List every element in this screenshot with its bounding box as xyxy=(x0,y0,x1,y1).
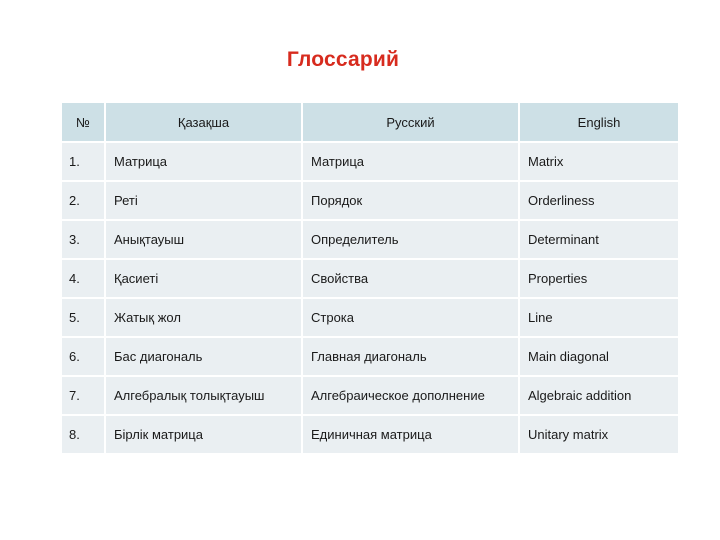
page-title: Глоссарий xyxy=(286,48,400,71)
table-row xyxy=(61,376,679,415)
header-kazakh: Қазақша xyxy=(105,102,302,142)
header-number: № xyxy=(61,102,105,142)
kazakh-term: Бірлік матрица xyxy=(105,415,302,454)
table-row xyxy=(61,298,679,337)
row-number: 3. xyxy=(61,220,105,259)
english-term: Main diagonal xyxy=(519,337,679,376)
kazakh-term: Бас диагональ xyxy=(105,337,302,376)
english-term: Line xyxy=(519,298,679,337)
russian-term: Строка xyxy=(302,298,519,337)
kazakh-term: Анықтауыш xyxy=(105,220,302,259)
header-english: English xyxy=(519,102,679,142)
english-term: Orderliness xyxy=(519,181,679,220)
table-row xyxy=(61,259,679,298)
russian-term: Единичная матрица xyxy=(302,415,519,454)
row-number: 6. xyxy=(61,337,105,376)
header-russian: Русский xyxy=(302,102,519,142)
row-number: 2. xyxy=(61,181,105,220)
russian-term: Матрица xyxy=(302,142,519,181)
kazakh-term: Қасиеті xyxy=(105,259,302,298)
row-number: 5. xyxy=(61,298,105,337)
row-number: 1. xyxy=(61,142,105,181)
table-row xyxy=(61,415,679,454)
english-term: Matrix xyxy=(519,142,679,181)
russian-term: Главная диагональ xyxy=(302,337,519,376)
russian-term: Определитель xyxy=(302,220,519,259)
table-row xyxy=(61,181,679,220)
kazakh-term: Алгебралық толықтауыш xyxy=(105,376,302,415)
table-row xyxy=(61,337,679,376)
english-term: Determinant xyxy=(519,220,679,259)
kazakh-term: Матрица xyxy=(105,142,302,181)
kazakh-term: Реті xyxy=(105,181,302,220)
russian-term: Порядок xyxy=(302,181,519,220)
russian-term: Алгебраическое дополнение xyxy=(302,376,519,415)
table-header-row xyxy=(61,102,679,142)
glossary-table xyxy=(60,101,680,455)
row-number: 8. xyxy=(61,415,105,454)
table-row xyxy=(61,220,679,259)
russian-term: Свойства xyxy=(302,259,519,298)
english-term: Properties xyxy=(519,259,679,298)
kazakh-term: Жатық жол xyxy=(105,298,302,337)
english-term: Unitary matrix xyxy=(519,415,679,454)
row-number: 7. xyxy=(61,376,105,415)
table-row xyxy=(61,142,679,181)
row-number: 4. xyxy=(61,259,105,298)
english-term: Algebraic addition xyxy=(519,376,679,415)
